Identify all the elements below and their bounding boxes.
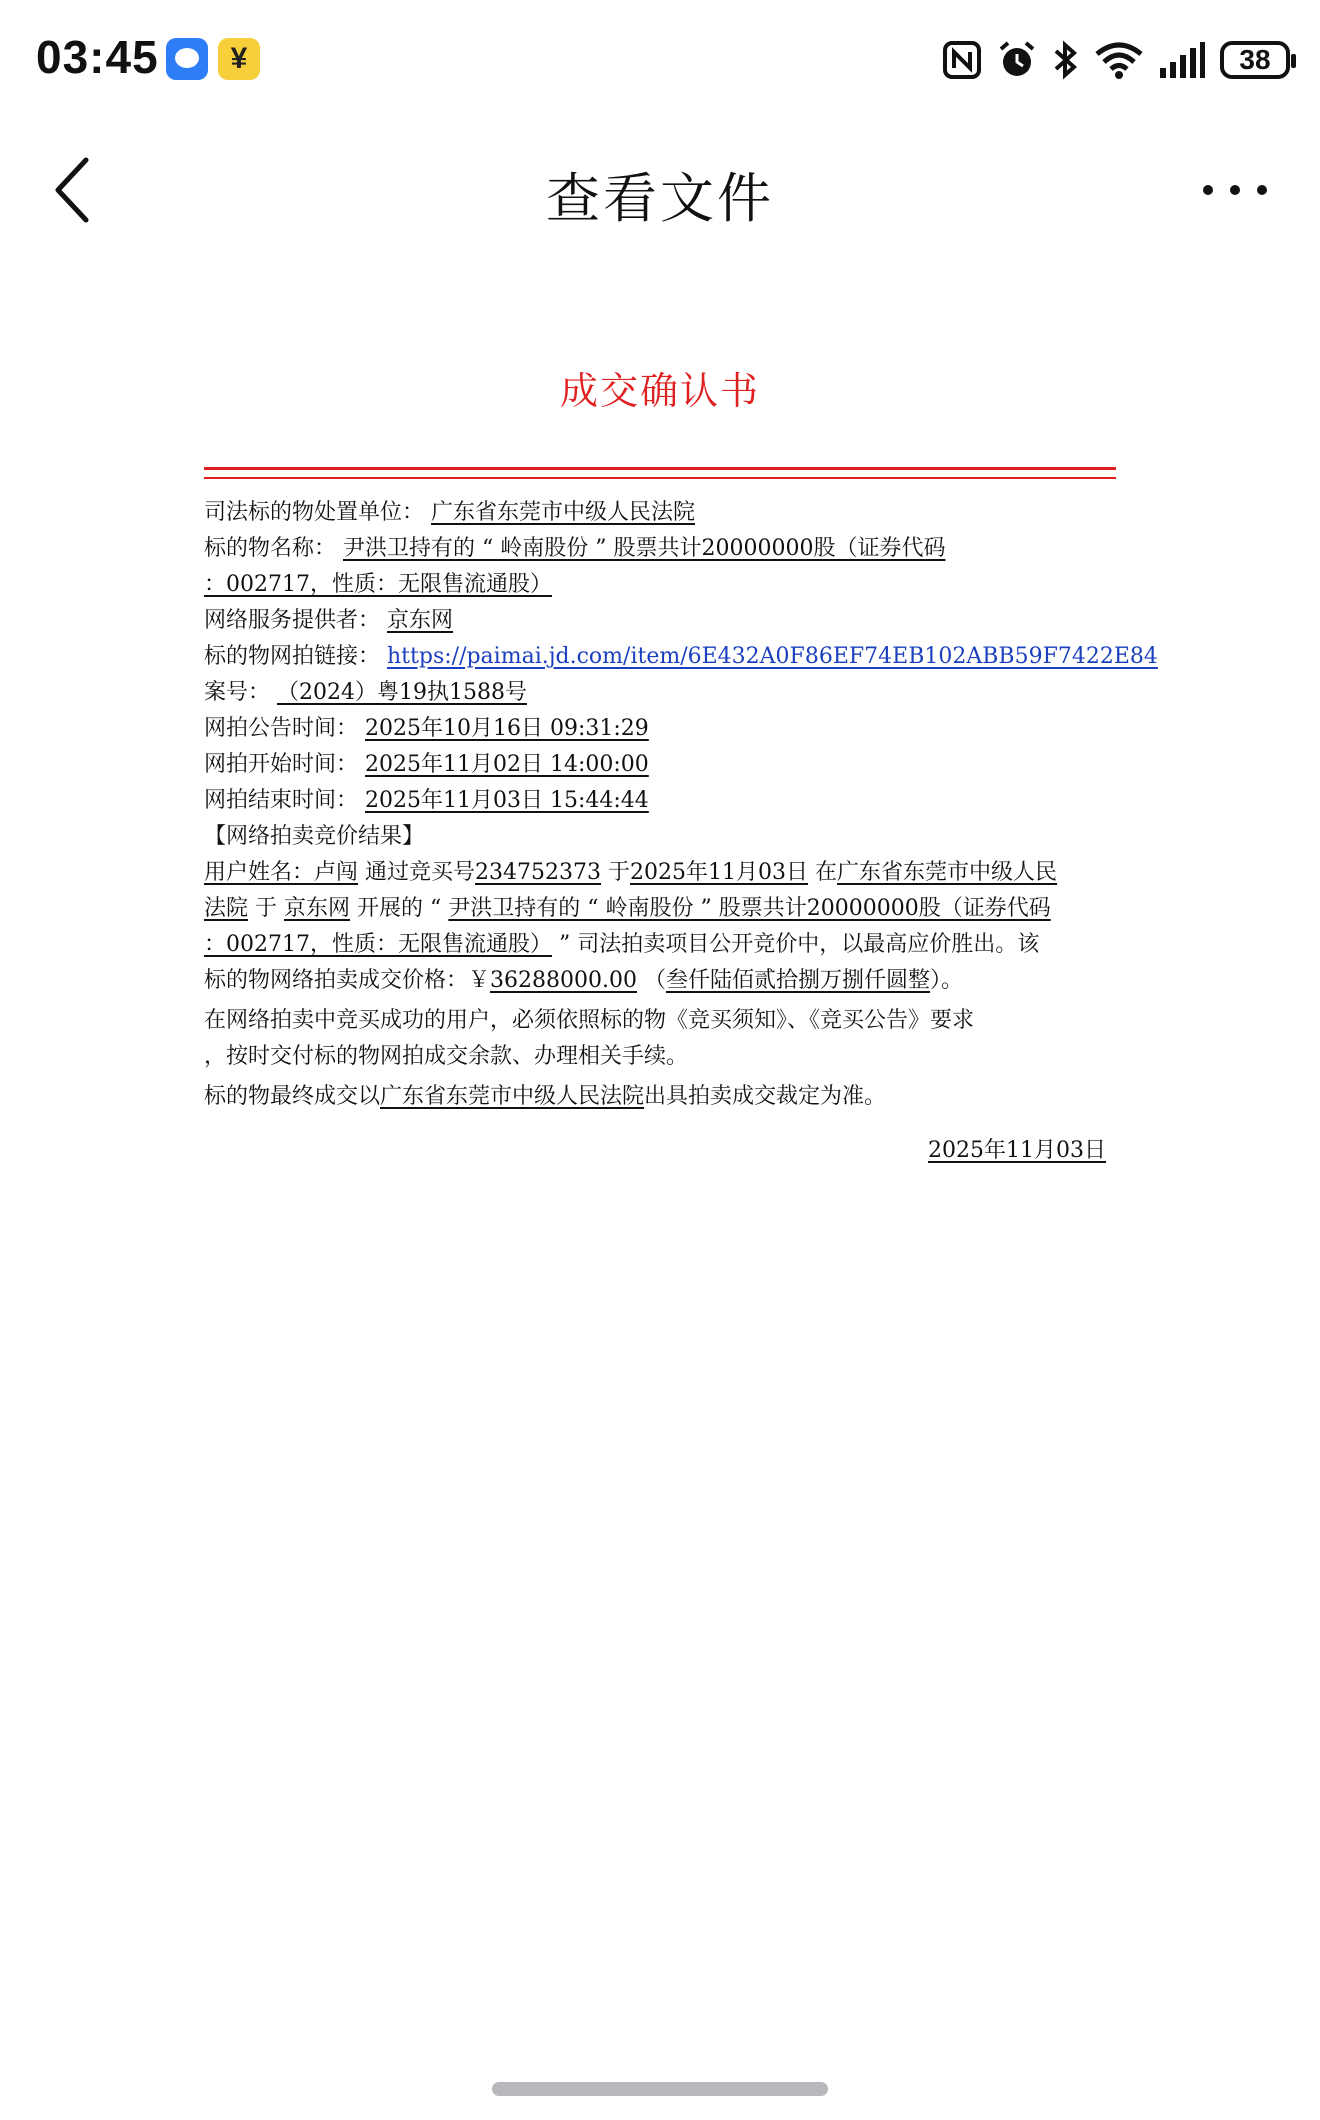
field-label: 网络服务提供者： xyxy=(204,608,381,633)
user-name: 卢闯 xyxy=(314,860,359,885)
field-item-name xyxy=(204,531,1116,567)
sign-date-row xyxy=(204,1133,1116,1164)
red-divider-thick xyxy=(204,467,1116,470)
status-time: 03:45 xyxy=(36,31,159,83)
text: 于 xyxy=(255,896,278,921)
message-app-icon xyxy=(166,38,208,80)
more-button[interactable] xyxy=(1190,160,1280,220)
text: 于 xyxy=(608,860,631,885)
text: ” 司法拍卖项目公开竞价中，以最高应价胜出。该 xyxy=(558,932,1040,957)
result-line-2 xyxy=(204,891,1116,927)
field-auction-link xyxy=(204,639,1158,675)
field-value: ：002717，性质：无限售流通股） xyxy=(204,572,552,597)
field-case-no xyxy=(204,675,1116,711)
final-court: 广东省东莞市中级人民法院 xyxy=(380,1084,645,1109)
field-provider xyxy=(204,603,1116,639)
field-label: 标的物网拍链接： xyxy=(204,644,381,669)
field-value: 尹洪卫持有的 “ 岭南股份 ” 股票共计20000000股（证券代码 xyxy=(343,536,946,561)
field-announce-time xyxy=(204,711,1116,747)
field-label: 网拍结束时间： xyxy=(204,788,359,813)
field-court xyxy=(204,495,1116,531)
result-paragraph xyxy=(204,855,1116,999)
text: 标的物最终成交以 xyxy=(204,1084,381,1109)
bluetooth-icon xyxy=(1052,39,1080,81)
document-title: 成交确认书 xyxy=(559,369,760,413)
final-line xyxy=(204,1079,1116,1115)
status-bar xyxy=(0,0,1320,120)
field-value: 京东网 xyxy=(387,608,454,633)
text: 在 xyxy=(815,860,838,885)
price-in-words: 叁仟陆佰贰拾捌万捌仟圆整 xyxy=(666,968,931,993)
nfc-icon xyxy=(942,40,982,80)
platform-name: 京东网 xyxy=(284,896,351,921)
field-value: 2025年10月16日 09:31:29 xyxy=(365,716,649,741)
text: 开展的 “ xyxy=(357,896,442,921)
deal-price: 36288000.00 xyxy=(490,968,637,993)
battery-icon: 38 xyxy=(1220,41,1290,79)
notice-line-2: ，按时交付标的物网拍成交余款、办理相关手续。 xyxy=(204,1044,689,1069)
field-value: 2025年11月02日 14:00:00 xyxy=(365,752,649,777)
alarm-icon xyxy=(996,39,1038,81)
text: ）。 xyxy=(930,968,964,993)
field-end-time xyxy=(204,783,1116,819)
result-line-1 xyxy=(204,855,1116,891)
user-label: 用户姓名： xyxy=(204,860,315,885)
text: 出具拍卖成交裁定为准。 xyxy=(644,1084,887,1109)
field-item-name-cont xyxy=(204,567,1116,603)
red-divider-thin xyxy=(204,477,1116,479)
field-start-time xyxy=(204,747,1116,783)
deal-date: 2025年11月03日 xyxy=(630,860,809,885)
result-line-3 xyxy=(204,927,1116,963)
sign-date: 2025年11月03日 xyxy=(928,1138,1106,1163)
field-value: （2024）粤19执1588号 xyxy=(277,680,527,705)
notice-line-1: 在网络拍卖中竞买成功的用户，必须依照标的物《竞买须知》、《竞买公告》要求 xyxy=(204,1008,975,1033)
text: （ xyxy=(643,968,666,993)
text: 通过竞买号 xyxy=(365,860,476,885)
auction-link[interactable]: https://paimai.jd.com/item/6E432A0F86EF74EB102ABB59F7422E84 xyxy=(387,644,1158,669)
field-label: 司法标的物处置单位： xyxy=(204,500,425,525)
signal-icon xyxy=(1158,40,1206,80)
wifi-icon xyxy=(1094,40,1144,80)
nav-bar xyxy=(0,120,1320,260)
payment-app-icon: ¥ xyxy=(218,38,260,80)
field-label: 标的物名称： xyxy=(204,536,337,561)
result-line-4 xyxy=(204,963,1116,999)
status-icons xyxy=(942,34,1290,86)
court-name: 广东省东莞市中级人民 xyxy=(837,860,1058,885)
result-heading: 【网络拍卖竞价结果】 xyxy=(204,824,425,849)
price-label: 标的物网络拍卖成交价格：￥ xyxy=(204,968,491,993)
item-name: 尹洪卫持有的 “ 岭南股份 ” 股票共计20000000股（证券代码 xyxy=(448,896,1051,921)
document-page xyxy=(204,360,1158,1164)
home-indicator[interactable] xyxy=(492,2082,828,2096)
item-name-cont: ：002717，性质：无限售流通股） xyxy=(204,932,552,957)
field-label: 案号： xyxy=(204,680,271,705)
field-value: 2025年11月03日 15:44:44 xyxy=(365,788,649,813)
field-label: 网拍开始时间： xyxy=(204,752,359,777)
field-value: 广东省东莞市中级人民法院 xyxy=(431,500,696,525)
court-name-cont: 法院 xyxy=(204,896,249,921)
more-horizontal-icon xyxy=(1190,160,1280,220)
page-title: 查看文件 xyxy=(546,167,774,230)
bid-number: 234752373 xyxy=(475,860,602,885)
field-label: 网拍公告时间： xyxy=(204,716,359,741)
